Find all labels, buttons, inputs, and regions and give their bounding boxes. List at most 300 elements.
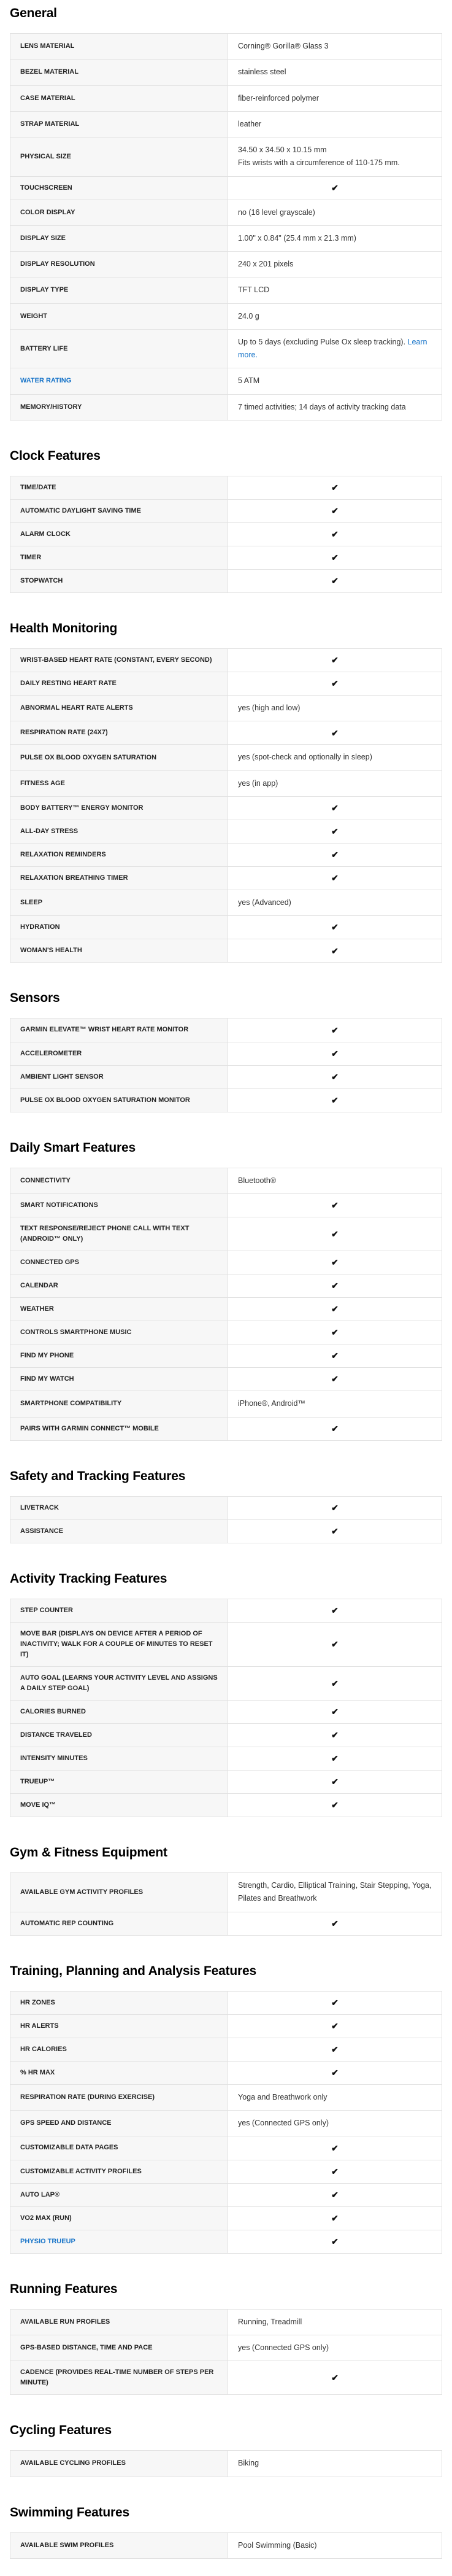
spec-row <box>10 1666 442 1700</box>
spec-label: PHYSICAL SIZE <box>10 138 228 176</box>
spec-value: fiber-reinforced polymer <box>238 93 319 103</box>
spec-row <box>10 721 442 744</box>
spec-section <box>10 1572 442 1818</box>
spec-row <box>10 2335 442 2361</box>
spec-row <box>10 2451 442 2476</box>
spec-row <box>10 1367 442 1391</box>
spec-row <box>10 569 442 592</box>
spec-label: ABNORMAL HEART RATE ALERTS <box>10 696 228 721</box>
spec-value <box>228 523 442 546</box>
checkmark-icon: ✔ <box>331 1025 339 1035</box>
spec-label: AUTO LAP® <box>10 2184 228 2206</box>
spec-label: AUTO GOAL (LEARNS YOUR ACTIVITY LEVEL AND ASSIGNS A DAILY STEP GOAL) <box>10 1667 228 1700</box>
checkmark-icon: ✔ <box>331 2068 339 2078</box>
checkmark-icon: ✔ <box>331 1095 339 1105</box>
spec-row <box>10 1391 442 1416</box>
spec-row <box>10 2183 442 2206</box>
section-title: Clock Features <box>10 448 101 463</box>
checkmark-icon: ✔ <box>331 850 339 860</box>
spec-table <box>10 476 442 593</box>
spec-value <box>228 844 442 866</box>
spec-value <box>228 797 442 820</box>
spec-section <box>10 1141 442 1441</box>
checkmark-icon: ✔ <box>331 1526 339 1536</box>
checkmark-icon: ✔ <box>331 1071 339 1082</box>
spec-sections <box>10 6 442 2559</box>
spec-value <box>228 546 442 569</box>
spec-value: yes (Connected GPS only) <box>238 2119 329 2128</box>
spec-label: CALORIES BURNED <box>10 1701 228 1723</box>
spec-row <box>10 2533 442 2558</box>
spec-row <box>10 1065 442 1088</box>
value-line: Fits wrists with a circumference of 110-175 mm. <box>238 158 400 168</box>
spec-label: BATTERY LIFE <box>10 330 228 368</box>
spec-section <box>10 2282 442 2396</box>
spec-label: AMBIENT LIGHT SENSOR <box>10 1066 228 1088</box>
spec-label: PULSE OX BLOOD OXYGEN SATURATION <box>10 745 228 770</box>
spec-label: DISPLAY TYPE <box>10 277 228 303</box>
spec-value <box>228 1520 442 1543</box>
spec-value <box>228 1701 442 1723</box>
spec-row <box>10 1088 442 1112</box>
spec-value: iPhone®, Android™ <box>238 1399 305 1408</box>
checkmark-icon: ✔ <box>331 1327 339 1338</box>
spec-label: SLEEP <box>10 890 228 915</box>
spec-value <box>228 1992 442 2014</box>
spec-value <box>228 2015 442 2038</box>
spec-row <box>10 770 442 796</box>
spec-label: STEP COUNTER <box>10 1599 228 1622</box>
spec-label-link[interactable]: WATER RATING <box>10 368 228 394</box>
spec-row <box>10 672 442 695</box>
spec-value: 24.0 g <box>238 311 259 320</box>
spec-value <box>228 2038 442 2061</box>
spec-row <box>10 915 442 939</box>
spec-label: CASE MATERIAL <box>10 86 228 111</box>
checkmark-icon: ✔ <box>331 1678 339 1688</box>
spec-table <box>10 2450 442 2477</box>
spec-row <box>10 1599 442 1622</box>
spec-row <box>10 2160 442 2183</box>
section-title: Activity Tracking Features <box>10 1571 167 1586</box>
spec-value <box>228 916 442 939</box>
spec-value <box>228 476 442 499</box>
spec-value <box>228 1794 442 1817</box>
checkmark-icon: ✔ <box>331 2020 339 2031</box>
spec-table <box>10 2532 442 2559</box>
spec-row <box>10 649 442 672</box>
spec-value <box>228 2207 442 2230</box>
spec-row <box>10 476 442 499</box>
spec-value <box>228 330 442 368</box>
value-with-link: Up to 5 days (excluding Pulse Ox sleep tracking). Learn more. <box>238 337 427 360</box>
spec-row <box>10 2014 442 2038</box>
spec-label: STRAP MATERIAL <box>10 112 228 137</box>
spec-value <box>228 939 442 962</box>
checkmark-icon: ✔ <box>331 1800 339 1810</box>
spec-value: Yoga and Breathwork only <box>238 2092 328 2101</box>
spec-row <box>10 2361 442 2394</box>
checkmark-icon: ✔ <box>331 1707 339 1717</box>
checkmark-icon: ✔ <box>331 678 339 689</box>
spec-value <box>228 138 442 176</box>
spec-label: LENS MATERIAL <box>10 34 228 59</box>
spec-value <box>228 1599 442 1622</box>
spec-table <box>10 1991 442 2254</box>
spec-row <box>10 796 442 820</box>
spec-label: PULSE OX BLOOD OXYGEN SATURATION MONITOR <box>10 1089 228 1112</box>
spec-value: Corning® Gorilla® Glass 3 <box>238 42 329 50</box>
spec-label: AVAILABLE GYM ACTIVITY PROFILES <box>10 1873 228 1912</box>
spec-value <box>228 2160 442 2183</box>
spec-value: TFT LCD <box>238 285 270 295</box>
spec-row <box>10 1770 442 1793</box>
checkmark-icon: ✔ <box>331 553 339 563</box>
spec-row <box>10 176 442 200</box>
checkmark-icon: ✔ <box>331 182 339 193</box>
spec-value: Strength, Cardio, Elliptical Training, Stair Stepping, Yoga, Pilates and Breathwork <box>238 1881 432 1903</box>
spec-section <box>10 2423 442 2477</box>
spec-label: LIVETRACK <box>10 1497 228 1519</box>
spec-row <box>10 1251 442 1274</box>
spec-table <box>10 33 442 421</box>
spec-value <box>228 1747 442 1770</box>
checkmark-icon: ✔ <box>331 1502 339 1513</box>
checkmark-icon: ✔ <box>331 482 339 492</box>
checkmark-icon: ✔ <box>331 2166 339 2176</box>
spec-row <box>10 111 442 137</box>
spec-value <box>228 1667 442 1700</box>
spec-label: COLOR DISPLAY <box>10 200 228 225</box>
checkmark-icon: ✔ <box>331 1048 339 1058</box>
spec-row <box>10 2038 442 2061</box>
spec-row <box>10 85 442 111</box>
spec-label: GPS SPEED AND DISTANCE <box>10 2111 228 2136</box>
spec-table <box>10 1872 442 1936</box>
spec-value <box>228 820 442 843</box>
spec-row <box>10 1747 442 1770</box>
checkmark-icon: ✔ <box>331 826 339 837</box>
spec-label: ASSISTANCE <box>10 1520 228 1543</box>
spec-label: TEXT RESPONSE/REJECT PHONE CALL WITH TEXT (ANDROID™ ONLY) <box>10 1217 228 1251</box>
spec-label: ALL-DAY STRESS <box>10 820 228 843</box>
spec-value <box>228 2062 442 2084</box>
spec-label: CONTROLS SMARTPHONE MUSIC <box>10 1321 228 1344</box>
spec-label: BODY BATTERY™ ENERGY MONITOR <box>10 797 228 820</box>
checkmark-icon: ✔ <box>331 1730 339 1740</box>
spec-label: TRUEUP™ <box>10 1771 228 1793</box>
spec-row <box>10 695 442 721</box>
spec-value: 1.00" x 0.84" (25.4 mm x 21.3 mm) <box>238 233 356 242</box>
checkmark-icon: ✔ <box>331 2372 339 2383</box>
spec-value <box>228 500 442 522</box>
spec-label: HYDRATION <box>10 916 228 939</box>
spec-row <box>10 225 442 251</box>
spec-label: MOVE IQ™ <box>10 1794 228 1817</box>
spec-value: leather <box>238 119 262 128</box>
spec-label: RESPIRATION RATE (DURING EXERCISE) <box>10 2085 228 2110</box>
spec-value <box>228 1368 442 1391</box>
spec-label: WOMAN'S HEALTH <box>10 939 228 962</box>
spec-table <box>10 1599 442 1818</box>
section-title: Training, Planning and Analysis Features <box>10 1963 256 1978</box>
checkmark-icon: ✔ <box>331 529 339 540</box>
spec-label: ALARM CLOCK <box>10 523 228 546</box>
spec-value <box>228 1724 442 1747</box>
spec-label: HR ALERTS <box>10 2015 228 2038</box>
spec-value: Biking <box>238 2459 259 2468</box>
spec-row <box>10 1217 442 1251</box>
spec-value: Bluetooth® <box>238 1176 277 1185</box>
spec-table <box>10 1168 442 1441</box>
spec-row <box>10 1873 442 1912</box>
checkmark-icon: ✔ <box>331 922 339 933</box>
spec-label: RELAXATION BREATHING TIMER <box>10 867 228 890</box>
spec-row <box>10 2310 442 2335</box>
spec-label: TIME/DATE <box>10 476 228 499</box>
spec-label: CUSTOMIZABLE ACTIVITY PROFILES <box>10 2160 228 2183</box>
spec-value <box>228 2184 442 2206</box>
spec-row <box>10 1912 442 1935</box>
spec-value: 240 x 201 pixels <box>238 260 294 269</box>
spec-label: AVAILABLE RUN PROFILES <box>10 2310 228 2335</box>
checkmark-icon: ✔ <box>331 2044 339 2054</box>
spec-value <box>228 1042 442 1065</box>
spec-label: DISPLAY RESOLUTION <box>10 252 228 277</box>
spec-row <box>10 200 442 225</box>
spec-label: CADENCE (PROVIDES REAL-TIME NUMBER OF STEPS PER MINUTE) <box>10 2361 228 2394</box>
spec-row <box>10 2230 442 2253</box>
spec-row <box>10 1793 442 1817</box>
spec-row <box>10 1992 442 2014</box>
section-title: General <box>10 6 57 20</box>
spec-label: GARMIN ELEVATE™ WRIST HEART RATE MONITOR <box>10 1018 228 1041</box>
checkmark-icon: ✔ <box>331 2213 339 2223</box>
spec-value <box>228 649 442 672</box>
spec-row <box>10 1700 442 1723</box>
spec-row <box>10 2136 442 2159</box>
spec-table <box>10 648 442 963</box>
spec-value <box>228 1418 442 1440</box>
spec-label: AUTOMATIC REP COUNTING <box>10 1912 228 1935</box>
spec-section <box>10 991 442 1112</box>
spec-value: Pool Swimming (Basic) <box>238 2540 317 2550</box>
spec-row <box>10 2061 442 2084</box>
checkmark-icon: ✔ <box>331 1918 339 1928</box>
checkmark-icon: ✔ <box>331 1200 339 1211</box>
spec-label: CONNECTED GPS <box>10 1251 228 1274</box>
section-title: Gym & Fitness Equipment <box>10 1845 167 1860</box>
spec-label: GPS-BASED DISTANCE, TIME AND PACE <box>10 2335 228 2361</box>
spec-value <box>228 721 442 744</box>
spec-value <box>228 1623 442 1666</box>
checkmark-icon: ✔ <box>331 1374 339 1384</box>
spec-label: TOUCHSCREEN <box>10 177 228 200</box>
spec-value: yes (Advanced) <box>238 898 291 907</box>
checkmark-icon: ✔ <box>331 945 339 956</box>
spec-row <box>10 890 442 915</box>
spec-section <box>10 1469 442 1543</box>
checkmark-icon: ✔ <box>331 2143 339 2153</box>
spec-row <box>10 329 442 368</box>
spec-value <box>228 1771 442 1793</box>
spec-label: RELAXATION REMINDERS <box>10 844 228 866</box>
section-title: Health Monitoring <box>10 621 118 636</box>
checkmark-icon: ✔ <box>331 1777 339 1787</box>
value-line: 34.50 x 34.50 x 10.15 mm <box>238 145 327 154</box>
spec-row <box>10 499 442 522</box>
checkmark-icon: ✔ <box>331 505 339 516</box>
spec-row <box>10 277 442 303</box>
spec-label: AVAILABLE SWIM PROFILES <box>10 2533 228 2558</box>
spec-value <box>228 1912 442 1935</box>
spec-value <box>228 1274 442 1297</box>
spec-label: WEIGHT <box>10 304 228 329</box>
spec-section <box>10 621 442 963</box>
spec-section <box>10 1845 442 1936</box>
spec-row <box>10 1321 442 1344</box>
checkmark-icon: ✔ <box>331 873 339 883</box>
spec-label: STOPWATCH <box>10 570 228 592</box>
spec-value <box>228 1344 442 1367</box>
spec-row <box>10 1344 442 1367</box>
spec-row <box>10 1723 442 1747</box>
spec-row <box>10 2084 442 2110</box>
spec-value <box>228 1089 442 1112</box>
checkmark-icon: ✔ <box>331 1639 339 1649</box>
spec-label: HR CALORIES <box>10 2038 228 2061</box>
spec-label: DISTANCE TRAVELED <box>10 1724 228 1747</box>
checkmark-icon: ✔ <box>331 1304 339 1314</box>
checkmark-icon: ✔ <box>331 2189 339 2200</box>
section-title: Running Features <box>10 2281 118 2296</box>
spec-table <box>10 1018 442 1112</box>
spec-table <box>10 2309 442 2396</box>
spec-row <box>10 1274 442 1297</box>
spec-value: 7 timed activities; 14 days of activity tracking data <box>238 402 406 411</box>
spec-row <box>10 1042 442 1065</box>
spec-row <box>10 744 442 770</box>
spec-value: stainless steel <box>238 68 286 77</box>
spec-value <box>228 1066 442 1088</box>
spec-label: WEATHER <box>10 1298 228 1321</box>
spec-value <box>228 672 442 695</box>
spec-label: TIMER <box>10 546 228 569</box>
spec-section <box>10 449 442 593</box>
section-title: Swimming Features <box>10 2505 129 2520</box>
spec-section <box>10 2505 442 2559</box>
spec-row <box>10 137 442 176</box>
spec-value <box>228 1217 442 1251</box>
spec-value <box>228 1018 442 1041</box>
spec-value: yes (in app) <box>238 778 278 788</box>
spec-label: MOVE BAR (DISPLAYS ON DEVICE AFTER A PERIOD OF INACTIVITY; WALK FOR A COUPLE OF MINUTES TO RESET IT) <box>10 1623 228 1666</box>
spec-row <box>10 939 442 962</box>
spec-value: yes (spot-check and optionally in sleep) <box>238 753 372 762</box>
spec-value <box>228 1251 442 1274</box>
spec-value: yes (high and low) <box>238 704 301 713</box>
spec-row <box>10 303 442 329</box>
checkmark-icon: ✔ <box>331 1228 339 1239</box>
spec-value: Running, Treadmill <box>238 2317 302 2326</box>
spec-value <box>228 1298 442 1321</box>
spec-row <box>10 1622 442 1666</box>
spec-value: 5 ATM <box>238 376 260 386</box>
checkmark-icon: ✔ <box>331 1997 339 2008</box>
spec-row <box>10 394 442 420</box>
checkmark-icon: ✔ <box>331 576 339 586</box>
checkmark-icon: ✔ <box>331 1351 339 1361</box>
spec-row <box>10 546 442 569</box>
spec-row <box>10 59 442 85</box>
spec-label: % HR MAX <box>10 2062 228 2084</box>
spec-value <box>228 2361 442 2394</box>
spec-label: AVAILABLE CYCLING PROFILES <box>10 2451 228 2476</box>
spec-section <box>10 1964 442 2254</box>
spec-label: FITNESS AGE <box>10 771 228 796</box>
spec-row <box>10 1168 442 1193</box>
section-title: Sensors <box>10 991 60 1006</box>
spec-label-link[interactable]: PHYSIO TRUEUP <box>10 2230 228 2253</box>
spec-value <box>228 570 442 592</box>
checkmark-icon: ✔ <box>331 803 339 813</box>
spec-label: INTENSITY MINUTES <box>10 1747 228 1770</box>
spec-value <box>228 1194 442 1217</box>
spec-label: FIND MY WATCH <box>10 1368 228 1391</box>
spec-label: SMARTPHONE COMPATIBILITY <box>10 1391 228 1416</box>
spec-table <box>10 1496 442 1543</box>
learn-more-link[interactable]: Learn more. <box>238 337 427 360</box>
spec-row <box>10 1297 442 1321</box>
checkmark-icon: ✔ <box>331 1753 339 1764</box>
spec-label: HR ZONES <box>10 1992 228 2014</box>
spec-label: ACCELEROMETER <box>10 1042 228 1065</box>
spec-row <box>10 1417 442 1440</box>
spec-label: CUSTOMIZABLE DATA PAGES <box>10 2136 228 2159</box>
checkmark-icon: ✔ <box>331 1281 339 1291</box>
spec-label: SMART NOTIFICATIONS <box>10 1194 228 1217</box>
spec-row <box>10 866 442 890</box>
spec-label: CONNECTIVITY <box>10 1168 228 1193</box>
spec-label: DISPLAY SIZE <box>10 226 228 251</box>
checkmark-icon: ✔ <box>331 727 339 738</box>
spec-row <box>10 843 442 866</box>
spec-value <box>228 867 442 890</box>
section-title: Daily Smart Features <box>10 1140 136 1155</box>
spec-row <box>10 1018 442 1041</box>
spec-row <box>10 251 442 277</box>
spec-row <box>10 2110 442 2136</box>
spec-section <box>10 6 442 421</box>
spec-label: RESPIRATION RATE (24X7) <box>10 721 228 744</box>
section-title: Safety and Tracking Features <box>10 1468 186 1483</box>
spec-value <box>228 1321 442 1344</box>
spec-value: no (16 level grayscale) <box>238 208 315 217</box>
checkmark-icon: ✔ <box>331 1257 339 1268</box>
spec-label: MEMORY/HISTORY <box>10 395 228 420</box>
spec-row <box>10 34 442 59</box>
spec-row <box>10 820 442 843</box>
section-title: Cycling Features <box>10 2423 112 2438</box>
spec-row <box>10 1193 442 1217</box>
spec-value: yes (Connected GPS only) <box>238 2343 329 2352</box>
spec-label: PAIRS WITH GARMIN CONNECT™ MOBILE <box>10 1418 228 1440</box>
checkmark-icon: ✔ <box>331 1605 339 1615</box>
spec-value <box>228 1497 442 1519</box>
spec-row <box>10 522 442 546</box>
spec-row <box>10 2206 442 2230</box>
spec-row <box>10 368 442 394</box>
